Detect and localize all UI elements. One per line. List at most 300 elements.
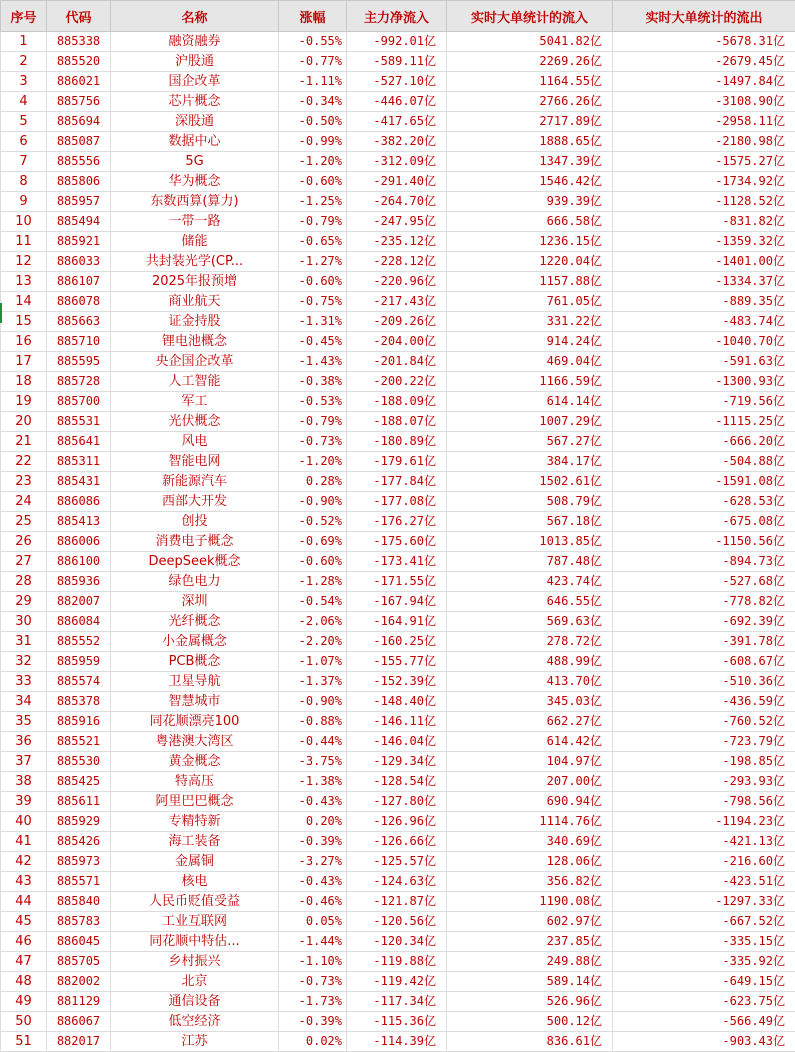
cell-code: 886006 <box>47 532 111 552</box>
table-row[interactable] <box>1 372 795 392</box>
cell-code: 885338 <box>47 32 111 52</box>
table-row[interactable] <box>1 432 795 452</box>
cell-name: 粤港澳大湾区 <box>111 732 279 752</box>
cell-name: 乡村振兴 <box>111 952 279 972</box>
cell-index: 33 <box>1 672 47 692</box>
table-row[interactable] <box>1 812 795 832</box>
table-row[interactable] <box>1 32 795 52</box>
cell-code: 885728 <box>47 372 111 392</box>
header-code[interactable]: 代码 <box>47 1 111 32</box>
cell-large-outflow: -2958.11亿 <box>613 112 795 132</box>
cell-index: 49 <box>1 992 47 1012</box>
cell-large-inflow: 662.27亿 <box>447 712 613 732</box>
table-row[interactable] <box>1 912 795 932</box>
cell-large-outflow: -623.75亿 <box>613 992 795 1012</box>
cell-code: 885530 <box>47 752 111 772</box>
table-row[interactable] <box>1 732 795 752</box>
cell-change: -0.99% <box>279 132 347 152</box>
cell-large-inflow: 5041.82亿 <box>447 32 613 52</box>
cell-name: 同花顺漂亮100 <box>111 712 279 732</box>
cell-main-net-inflow: -129.34亿 <box>347 752 447 772</box>
cell-change: -0.43% <box>279 792 347 812</box>
cell-code: 885929 <box>47 812 111 832</box>
cell-large-inflow: 614.14亿 <box>447 392 613 412</box>
cell-index: 17 <box>1 352 47 372</box>
cell-large-outflow: -1591.08亿 <box>613 472 795 492</box>
table-row[interactable] <box>1 252 795 272</box>
cell-name: 东数西算(算力) <box>111 192 279 212</box>
cell-index: 31 <box>1 632 47 652</box>
cell-main-net-inflow: -179.61亿 <box>347 452 447 472</box>
cell-name: 消费电子概念 <box>111 532 279 552</box>
cell-code: 882017 <box>47 1032 111 1052</box>
cell-main-net-inflow: -125.57亿 <box>347 852 447 872</box>
cell-index: 18 <box>1 372 47 392</box>
cell-large-inflow: 761.05亿 <box>447 292 613 312</box>
cell-large-outflow: -1115.25亿 <box>613 412 795 432</box>
cell-main-net-inflow: -177.08亿 <box>347 492 447 512</box>
table-row[interactable] <box>1 672 795 692</box>
cell-name: 工业互联网 <box>111 912 279 932</box>
table-row[interactable] <box>1 112 795 132</box>
cell-name: 绿色电力 <box>111 572 279 592</box>
table-row[interactable] <box>1 392 795 412</box>
cell-large-inflow: 787.48亿 <box>447 552 613 572</box>
cell-main-net-inflow: -152.39亿 <box>347 672 447 692</box>
table-row[interactable] <box>1 712 795 732</box>
cell-index: 6 <box>1 132 47 152</box>
cell-change: -0.88% <box>279 712 347 732</box>
cell-large-inflow: 2766.26亿 <box>447 92 613 112</box>
cell-name: 风电 <box>111 432 279 452</box>
cell-large-inflow: 340.69亿 <box>447 832 613 852</box>
cell-large-inflow: 836.61亿 <box>447 1032 613 1052</box>
cell-code: 886033 <box>47 252 111 272</box>
table-row[interactable] <box>1 292 795 312</box>
cell-large-outflow: -198.85亿 <box>613 752 795 772</box>
cell-main-net-inflow: -177.84亿 <box>347 472 447 492</box>
table-row[interactable] <box>1 752 795 772</box>
cell-change: -0.60% <box>279 552 347 572</box>
cell-index: 32 <box>1 652 47 672</box>
cell-index: 35 <box>1 712 47 732</box>
cell-code: 885705 <box>47 952 111 972</box>
cell-name: 新能源汽车 <box>111 472 279 492</box>
cell-change: -0.53% <box>279 392 347 412</box>
cell-main-net-inflow: -128.54亿 <box>347 772 447 792</box>
cell-main-net-inflow: -180.89亿 <box>347 432 447 452</box>
cell-name: 同花顺中特估... <box>111 932 279 952</box>
cell-main-net-inflow: -167.94亿 <box>347 592 447 612</box>
cell-large-inflow: 567.18亿 <box>447 512 613 532</box>
cell-index: 29 <box>1 592 47 612</box>
cell-main-net-inflow: -201.84亿 <box>347 352 447 372</box>
table-row[interactable] <box>1 932 795 952</box>
cell-change: -0.55% <box>279 32 347 52</box>
cell-large-inflow: 1190.08亿 <box>447 892 613 912</box>
cell-main-net-inflow: -220.96亿 <box>347 272 447 292</box>
cell-main-net-inflow: -176.27亿 <box>347 512 447 532</box>
cell-large-inflow: 331.22亿 <box>447 312 613 332</box>
cell-change: -1.11% <box>279 72 347 92</box>
header-main-net-inflow[interactable]: 主力净流入 <box>347 1 447 32</box>
cell-large-inflow: 614.42亿 <box>447 732 613 752</box>
table-row[interactable] <box>1 352 795 372</box>
cell-name: 江苏 <box>111 1032 279 1052</box>
cell-index: 22 <box>1 452 47 472</box>
table-row[interactable] <box>1 972 795 992</box>
cell-change: 0.28% <box>279 472 347 492</box>
cell-large-outflow: -527.68亿 <box>613 572 795 592</box>
cell-change: -1.38% <box>279 772 347 792</box>
table-row[interactable] <box>1 232 795 252</box>
cell-main-net-inflow: -117.34亿 <box>347 992 447 1012</box>
cell-name: 光纤概念 <box>111 612 279 632</box>
cell-large-outflow: -666.20亿 <box>613 432 795 452</box>
cell-name: 5G <box>111 152 279 172</box>
table-row[interactable] <box>1 52 795 72</box>
cell-change: -0.65% <box>279 232 347 252</box>
cell-large-inflow: 914.24亿 <box>447 332 613 352</box>
table-row[interactable] <box>1 952 795 972</box>
cell-large-outflow: -778.82亿 <box>613 592 795 612</box>
cell-name: 人工智能 <box>111 372 279 392</box>
cell-change: -0.46% <box>279 892 347 912</box>
cell-change: -0.75% <box>279 292 347 312</box>
cell-name: 人民币贬值受益 <box>111 892 279 912</box>
cell-code: 885574 <box>47 672 111 692</box>
cell-code: 885916 <box>47 712 111 732</box>
table-row[interactable] <box>1 212 795 232</box>
cell-large-outflow: -692.39亿 <box>613 612 795 632</box>
cell-index: 43 <box>1 872 47 892</box>
cell-index: 19 <box>1 392 47 412</box>
cell-large-inflow: 237.85亿 <box>447 932 613 952</box>
cell-main-net-inflow: -155.77亿 <box>347 652 447 672</box>
header-index[interactable]: 序号 <box>1 1 47 32</box>
table-row[interactable] <box>1 312 795 332</box>
cell-large-outflow: -1194.23亿 <box>613 812 795 832</box>
cell-code: 886084 <box>47 612 111 632</box>
cell-index: 11 <box>1 232 47 252</box>
cell-code: 885710 <box>47 332 111 352</box>
table-row[interactable] <box>1 892 795 912</box>
table-row[interactable] <box>1 772 795 792</box>
cell-main-net-inflow: -992.01亿 <box>347 32 447 52</box>
cell-code: 885756 <box>47 92 111 112</box>
table-row[interactable] <box>1 472 795 492</box>
cell-code: 885311 <box>47 452 111 472</box>
cell-large-outflow: -608.67亿 <box>613 652 795 672</box>
cell-main-net-inflow: -171.55亿 <box>347 572 447 592</box>
table-row[interactable] <box>1 412 795 432</box>
table-row[interactable] <box>1 532 795 552</box>
cell-name: 小金属概念 <box>111 632 279 652</box>
cell-name: 华为概念 <box>111 172 279 192</box>
cell-large-outflow: -889.35亿 <box>613 292 795 312</box>
cell-change: -1.20% <box>279 452 347 472</box>
cell-large-inflow: 278.72亿 <box>447 632 613 652</box>
header-name[interactable]: 名称 <box>111 1 279 32</box>
cell-change: -0.79% <box>279 412 347 432</box>
cell-large-outflow: -335.92亿 <box>613 952 795 972</box>
cell-change: -0.39% <box>279 1012 347 1032</box>
cell-large-outflow: -719.56亿 <box>613 392 795 412</box>
cell-index: 7 <box>1 152 47 172</box>
table-row[interactable] <box>1 512 795 532</box>
cell-code: 885571 <box>47 872 111 892</box>
cell-large-outflow: -675.08亿 <box>613 512 795 532</box>
table-row[interactable] <box>1 152 795 172</box>
cell-large-inflow: 1114.76亿 <box>447 812 613 832</box>
header-large-order-outflow[interactable]: 实时大单统计的流出 <box>613 1 795 32</box>
cell-index: 48 <box>1 972 47 992</box>
cell-index: 30 <box>1 612 47 632</box>
cell-main-net-inflow: -160.25亿 <box>347 632 447 652</box>
cell-main-net-inflow: -228.12亿 <box>347 252 447 272</box>
cell-name: 西部大开发 <box>111 492 279 512</box>
cell-code: 885921 <box>47 232 111 252</box>
table-row[interactable] <box>1 792 795 812</box>
cell-change: -2.06% <box>279 612 347 632</box>
cell-large-inflow: 345.03亿 <box>447 692 613 712</box>
cell-index: 37 <box>1 752 47 772</box>
cell-code: 886045 <box>47 932 111 952</box>
cell-change: -3.75% <box>279 752 347 772</box>
cell-main-net-inflow: -126.66亿 <box>347 832 447 852</box>
table-row[interactable] <box>1 72 795 92</box>
cell-main-net-inflow: -120.56亿 <box>347 912 447 932</box>
cell-code: 885425 <box>47 772 111 792</box>
cell-change: -0.60% <box>279 172 347 192</box>
cell-index: 40 <box>1 812 47 832</box>
cell-large-outflow: -723.79亿 <box>613 732 795 752</box>
cell-large-outflow: -293.93亿 <box>613 772 795 792</box>
cell-code: 885663 <box>47 312 111 332</box>
header-large-order-inflow[interactable]: 实时大单统计的流入 <box>447 1 613 32</box>
cell-name: 商业航天 <box>111 292 279 312</box>
cell-code: 886021 <box>47 72 111 92</box>
cell-large-inflow: 1220.04亿 <box>447 252 613 272</box>
cell-large-inflow: 666.58亿 <box>447 212 613 232</box>
cell-index: 47 <box>1 952 47 972</box>
cell-large-outflow: -798.56亿 <box>613 792 795 812</box>
cell-main-net-inflow: -148.40亿 <box>347 692 447 712</box>
cell-change: -1.25% <box>279 192 347 212</box>
cell-index: 36 <box>1 732 47 752</box>
table-row[interactable] <box>1 452 795 472</box>
table-row[interactable] <box>1 992 795 1012</box>
cell-code: 885556 <box>47 152 111 172</box>
cell-index: 39 <box>1 792 47 812</box>
cell-code: 885431 <box>47 472 111 492</box>
cell-change: -0.69% <box>279 532 347 552</box>
cell-code: 885413 <box>47 512 111 532</box>
cell-large-outflow: -1575.27亿 <box>613 152 795 172</box>
cell-name: 创投 <box>111 512 279 532</box>
cell-name: 光伏概念 <box>111 412 279 432</box>
cell-code: 885087 <box>47 132 111 152</box>
cell-change: -0.54% <box>279 592 347 612</box>
cell-large-inflow: 2717.89亿 <box>447 112 613 132</box>
cell-main-net-inflow: -235.12亿 <box>347 232 447 252</box>
table-row[interactable] <box>1 572 795 592</box>
cell-index: 23 <box>1 472 47 492</box>
cell-code: 885840 <box>47 892 111 912</box>
cell-main-net-inflow: -527.10亿 <box>347 72 447 92</box>
table-row[interactable] <box>1 1012 795 1032</box>
cell-large-outflow: -831.82亿 <box>613 212 795 232</box>
cell-main-net-inflow: -291.40亿 <box>347 172 447 192</box>
cell-large-inflow: 589.14亿 <box>447 972 613 992</box>
cell-code: 885552 <box>47 632 111 652</box>
table-row[interactable] <box>1 632 795 652</box>
cell-index: 28 <box>1 572 47 592</box>
cell-change: -0.90% <box>279 692 347 712</box>
cell-main-net-inflow: -446.07亿 <box>347 92 447 112</box>
cell-change: -0.73% <box>279 432 347 452</box>
cell-large-outflow: -1040.70亿 <box>613 332 795 352</box>
table-row[interactable] <box>1 92 795 112</box>
table-row[interactable] <box>1 492 795 512</box>
cell-code: 885531 <box>47 412 111 432</box>
cell-index: 12 <box>1 252 47 272</box>
cell-name: 军工 <box>111 392 279 412</box>
cell-large-inflow: 356.82亿 <box>447 872 613 892</box>
cell-code: 885426 <box>47 832 111 852</box>
cell-index: 51 <box>1 1032 47 1052</box>
cell-large-outflow: -566.49亿 <box>613 1012 795 1032</box>
cell-main-net-inflow: -204.00亿 <box>347 332 447 352</box>
cell-index: 44 <box>1 892 47 912</box>
cell-change: -1.10% <box>279 952 347 972</box>
cell-large-inflow: 2269.26亿 <box>447 52 613 72</box>
cell-index: 41 <box>1 832 47 852</box>
cell-main-net-inflow: -120.34亿 <box>347 932 447 952</box>
cell-large-outflow: -510.36亿 <box>613 672 795 692</box>
cell-main-net-inflow: -382.20亿 <box>347 132 447 152</box>
cell-index: 10 <box>1 212 47 232</box>
cell-large-inflow: 488.99亿 <box>447 652 613 672</box>
cell-large-outflow: -628.53亿 <box>613 492 795 512</box>
cell-change: 0.02% <box>279 1032 347 1052</box>
cell-change: -0.50% <box>279 112 347 132</box>
cell-name: 一带一路 <box>111 212 279 232</box>
row-selection-marker <box>0 303 2 323</box>
cell-large-outflow: -649.15亿 <box>613 972 795 992</box>
cell-main-net-inflow: -146.11亿 <box>347 712 447 732</box>
cell-main-net-inflow: -164.91亿 <box>347 612 447 632</box>
cell-change: -1.31% <box>279 312 347 332</box>
cell-change: -1.44% <box>279 932 347 952</box>
cell-change: -0.77% <box>279 52 347 72</box>
cell-main-net-inflow: -173.41亿 <box>347 552 447 572</box>
cell-name: 融资融券 <box>111 32 279 52</box>
cell-large-outflow: -216.60亿 <box>613 852 795 872</box>
cell-name: 低空经济 <box>111 1012 279 1032</box>
table-row[interactable] <box>1 1032 795 1052</box>
table-row[interactable] <box>1 272 795 292</box>
table-row[interactable] <box>1 832 795 852</box>
cell-name: 深股通 <box>111 112 279 132</box>
table-row[interactable] <box>1 692 795 712</box>
cell-index: 1 <box>1 32 47 52</box>
cell-large-inflow: 567.27亿 <box>447 432 613 452</box>
cell-main-net-inflow: -188.07亿 <box>347 412 447 432</box>
cell-name: 2025年报预增 <box>111 272 279 292</box>
cell-name: 金属铜 <box>111 852 279 872</box>
cell-name: 锂电池概念 <box>111 332 279 352</box>
cell-main-net-inflow: -417.65亿 <box>347 112 447 132</box>
cell-large-inflow: 207.00亿 <box>447 772 613 792</box>
cell-name: 核电 <box>111 872 279 892</box>
cell-main-net-inflow: -247.95亿 <box>347 212 447 232</box>
cell-code: 885595 <box>47 352 111 372</box>
cell-index: 24 <box>1 492 47 512</box>
cell-main-net-inflow: -127.80亿 <box>347 792 447 812</box>
table-row[interactable] <box>1 872 795 892</box>
cell-index: 5 <box>1 112 47 132</box>
table-row[interactable] <box>1 332 795 352</box>
cell-change: -1.37% <box>279 672 347 692</box>
cell-large-inflow: 104.97亿 <box>447 752 613 772</box>
cell-main-net-inflow: -200.22亿 <box>347 372 447 392</box>
cell-code: 885611 <box>47 792 111 812</box>
table-row[interactable] <box>1 612 795 632</box>
cell-large-inflow: 526.96亿 <box>447 992 613 1012</box>
table-row[interactable] <box>1 192 795 212</box>
cell-main-net-inflow: -312.09亿 <box>347 152 447 172</box>
cell-large-inflow: 1166.59亿 <box>447 372 613 392</box>
cell-change: -1.27% <box>279 252 347 272</box>
cell-code: 882002 <box>47 972 111 992</box>
cell-large-inflow: 569.63亿 <box>447 612 613 632</box>
cell-large-outflow: -894.73亿 <box>613 552 795 572</box>
cell-change: -0.79% <box>279 212 347 232</box>
cell-large-outflow: -1359.32亿 <box>613 232 795 252</box>
cell-code: 886067 <box>47 1012 111 1032</box>
cell-large-outflow: -760.52亿 <box>613 712 795 732</box>
table-row[interactable] <box>1 552 795 572</box>
cell-code: 885494 <box>47 212 111 232</box>
cell-large-outflow: -1497.84亿 <box>613 72 795 92</box>
cell-name: 智能电网 <box>111 452 279 472</box>
cell-change: -0.60% <box>279 272 347 292</box>
table-row[interactable] <box>1 852 795 872</box>
table-row[interactable] <box>1 172 795 192</box>
table-row[interactable] <box>1 592 795 612</box>
cell-large-outflow: -504.88亿 <box>613 452 795 472</box>
cell-large-outflow: -2180.98亿 <box>613 132 795 152</box>
cell-large-outflow: -2679.45亿 <box>613 52 795 72</box>
cell-code: 886107 <box>47 272 111 292</box>
cell-large-inflow: 1157.88亿 <box>447 272 613 292</box>
cell-large-inflow: 249.88亿 <box>447 952 613 972</box>
cell-index: 20 <box>1 412 47 432</box>
cell-main-net-inflow: -217.43亿 <box>347 292 447 312</box>
cell-index: 16 <box>1 332 47 352</box>
cell-large-outflow: -591.63亿 <box>613 352 795 372</box>
table-row[interactable] <box>1 132 795 152</box>
cell-main-net-inflow: -175.60亿 <box>347 532 447 552</box>
header-change[interactable]: 涨幅 <box>279 1 347 32</box>
table-row[interactable] <box>1 652 795 672</box>
cell-name: 共封装光学(CP... <box>111 252 279 272</box>
cell-change: -0.45% <box>279 332 347 352</box>
cell-large-outflow: -1150.56亿 <box>613 532 795 552</box>
cell-change: -1.43% <box>279 352 347 372</box>
cell-large-inflow: 413.70亿 <box>447 672 613 692</box>
